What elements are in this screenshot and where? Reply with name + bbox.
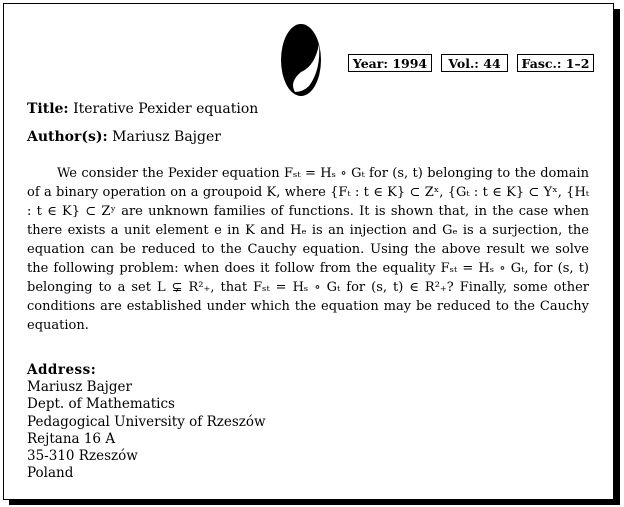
address-line: Rejtana 16 A: [27, 430, 116, 447]
address-block: [27, 362, 266, 482]
address-line: Mariusz Bajger: [27, 379, 132, 396]
address-line: Poland: [27, 465, 74, 482]
page-shadow-right: [614, 9, 620, 503]
authors-label: Author(s):: [27, 129, 108, 145]
address-line: Dept. of Mathematics: [27, 396, 175, 413]
volume-badge: Vol.: 44: [441, 54, 508, 72]
author-names: Mariusz Bajger: [112, 129, 221, 145]
fascicle-badge: Fasc.: 1–2: [517, 54, 594, 72]
address-heading: Address:: [27, 362, 97, 378]
year-badge: Year: 1994: [348, 54, 432, 72]
title-label: Title:: [27, 101, 69, 117]
title-line: [27, 101, 258, 117]
paper-title: Iterative Pexider equation: [73, 101, 259, 117]
abstract-text: We consider the Pexider equation Fₛₜ = Hₛ ∘ Gₜ for (s, t) belonging to the domain of a binary operation on a groupoid K, where {Fₜ : t ∈ K} ⊂ Zˣ, {Gₜ : t ∈ K} ⊂ Yˣ, {Hₜ : t ∈ K} ⊂ Zʸ are unknown families of functions. It is shown that, in the case when there exists a unit element e in K and Hₑ is an injection and Gₑ is a surjection, the equation can be reduced to the Cauchy equation. Using the above result we solve the following problem: when does it follow from the equality Fₛₜ = Hₛ ∘ Gₜ, for (s, t) belonging to a set L ⊊ R²₊, that Fₛₜ = Hₛ ∘ Gₜ for (s, t) ∈ R²₊? Finally, some other conditions are established under which the equation may be reduced to the Cauchy equation.: [27, 166, 589, 333]
journal-logo-icon: [279, 22, 323, 98]
page-shadow-bottom: [9, 500, 620, 505]
authors-line: [27, 129, 221, 145]
address-line: Pedagogical University of Rzeszów: [27, 413, 266, 430]
address-line: 35-310 Rzeszów: [27, 448, 138, 465]
